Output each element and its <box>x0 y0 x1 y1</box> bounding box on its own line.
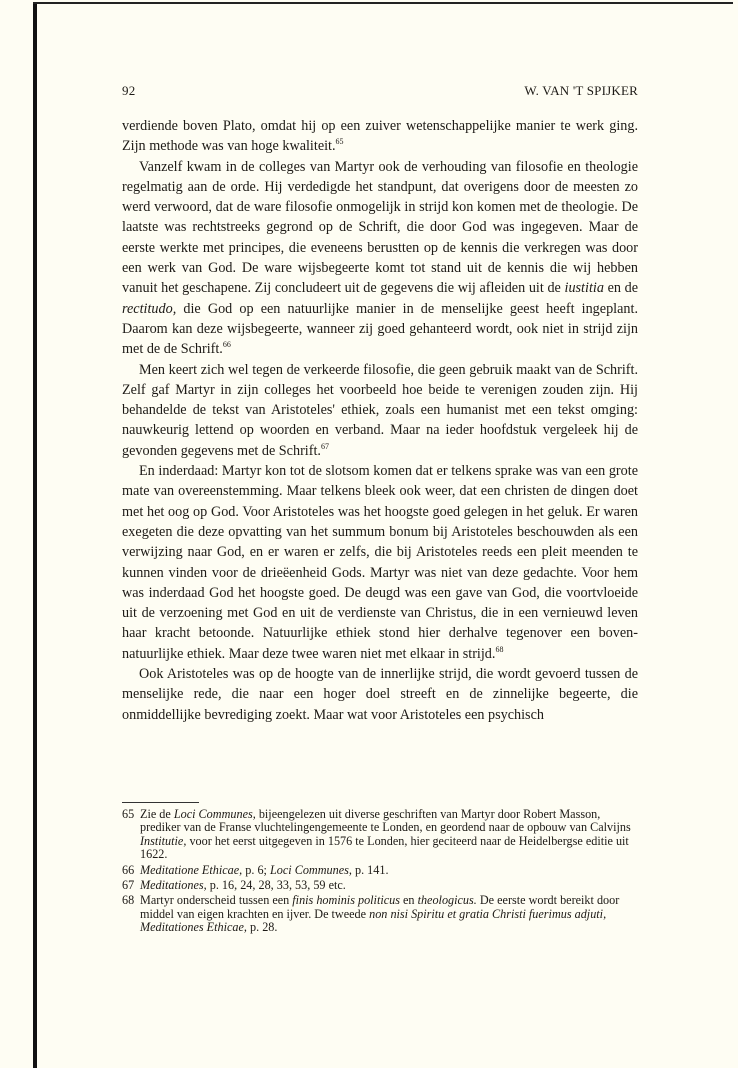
footnote-reference: 65 <box>335 137 344 147</box>
text-run: p. 141. <box>351 862 389 877</box>
text-run: p. 16, 24, 28, 33, 53, 59 etc. <box>206 878 346 893</box>
italic-text: rectitudo, <box>122 300 177 317</box>
paragraph <box>122 116 638 157</box>
text-run: en de <box>603 280 638 297</box>
page-header <box>122 83 638 103</box>
paragraph <box>122 360 638 461</box>
footnote <box>122 864 638 877</box>
text-run: die God op een natuurlijke manier in de menselijke geest heeft ingeplant. Daarom kan deze wijsbegeerte, wanneer zij goed gehanteerd wordt, ook niet in strijd zijn met de de Schrift. <box>122 300 638 358</box>
text-run: voor het eerst uitgegeven in 1576 te Londen, hier geciteerd naar de Heidelbergse editie uit 1622. <box>140 833 629 862</box>
scan-edge-top <box>33 2 733 4</box>
italic-text: theologicus. <box>417 893 477 908</box>
footnote-reference: 67 <box>320 441 329 451</box>
footnote-number: 68 <box>122 893 135 908</box>
text-run: Vanzelf kwam in de colleges van Martyr ook de verhouding van filosofie en theologie regelmatig aan de orde. Hij verdedigde het standpunt, dat overigens door de meesten zo werd verwoord, dat de ware filosofie onmogelijk in strijd kon komen met de theologie. De laatste was rechtstreeks gegrond op de Schrift, die door God was ingegeven. Maar de eerste werkte met principes, die eveneens berustten op de kennis die verkregen was door een werk van God. De ware wijsbegeerte komt tot stand uit de kennis die wij hebben vanuit het geschapene. Zij concludeert uit de gegevens die wij afleiden uit de <box>122 158 638 297</box>
text-run: Men keert zich wel tegen de verkeerde filosofie, die geen gebruik maakt van de Schrift. Zelf gaf Martyr in zijn colleges het voorbeeld hoe beide te verenigen zouden zijn. Hij behandelde de tekst van Aristoteles' ethiek, zoals een humanist met een tekst omging: nauwkeurig lettend op woorden en verband. Maar na ieder hoofdstuk vergeleek hij de gevonden gegevens met de Schrift. <box>122 361 638 459</box>
italic-text: Loci Communes, <box>173 807 256 821</box>
text-run: en <box>399 893 418 908</box>
footnote-reference: 66 <box>222 340 231 350</box>
running-head: W. VAN 'T SPIJKER <box>524 83 638 98</box>
text-run: verdiende boven Plato, omdat hij op een zuiver wetenschappelijke manier te werk ging. Zijn methode was van hoge kwaliteit. <box>122 118 638 155</box>
footnote-number: 66 <box>122 862 135 877</box>
italic-text: Institutie, <box>140 833 187 848</box>
text-run: p. 28. <box>246 920 278 935</box>
page-number: 92 <box>122 83 136 98</box>
italic-text: Meditationes, <box>140 878 207 893</box>
footnote <box>122 894 638 934</box>
italic-text: non nisi Spiritu et gratia Christi fuerimus adjuti, Meditationes Ethicae, <box>140 906 607 935</box>
text-run: En inderdaad: Martyr kon tot de slotsom komen dat er telkens sprake was van een grote mate van overeenstemming. Maar telkens bleek ook weer, dat een christen de dingen doet met het oog op God. Voor Aristoteles was het hoogste goed gelegen in het geluk. Er waren exegeten die deze opvatting van het summum bonum bij Aristoteles beschouwden als een verwijzing naar God, en er waren er zelfs, die bij Aristoteles reeds een pleit meenden te kunnen vinden voor de drieëenheid Gods. Martyr was niet van deze gedachte. Voor hem was inderdaad God het hoogste goed. De deugd was een gave van God, die voortvloeide uit de verzoening met God en uit de verdienste van Christus, die in een vernieuwd leven haar kracht betoonde. Natuurlijke ethiek stond hier derhalve tegenover een bovennatuurlijke ethiek. Maar deze twee waren niet met elkaar in strijd. <box>122 463 638 662</box>
footnote <box>122 879 638 892</box>
text-run: De eerste wordt bereikt door middel van eigen krachten en ijver. De tweede <box>140 893 620 921</box>
text-run: Zie de <box>140 807 174 821</box>
italic-text: finis hominis politicus <box>292 893 400 908</box>
text-run: Ook Aristoteles was op de hoogte van de innerlijke strijd, die wordt gevoerd tussen de menselijke rede, die naar een hoger doel streeft en de zinnelijke begeerte, die onmiddellijke bevrediging zoekt. Maar wat voor Aristoteles een psychisch <box>122 666 638 723</box>
italic-text: Meditatione Ethicae, <box>140 862 243 877</box>
footnote-number: 65 <box>122 807 135 821</box>
paragraph <box>122 157 638 360</box>
footnote-number: 67 <box>122 878 135 893</box>
paragraph <box>122 664 638 725</box>
footnote-reference: 68 <box>495 644 504 654</box>
footnote-separator <box>122 802 199 803</box>
scan-edge-left <box>33 2 37 1068</box>
italic-text: iustitia <box>564 280 604 297</box>
footnote <box>122 808 638 862</box>
text-run: Martyr onderscheid tussen een <box>140 893 293 908</box>
text-run: bijeengelezen uit diverse geschriften van Martyr door Robert Masson, prediker van de Franse vluchtelingengemeente te Londen, en geordend naar de opbouw van Calvijns <box>140 807 631 835</box>
text-run: p. 6; <box>242 862 270 877</box>
body-text <box>122 116 638 725</box>
footnotes <box>122 808 638 937</box>
paragraph <box>122 461 638 664</box>
italic-text: Loci Communes, <box>269 862 352 877</box>
